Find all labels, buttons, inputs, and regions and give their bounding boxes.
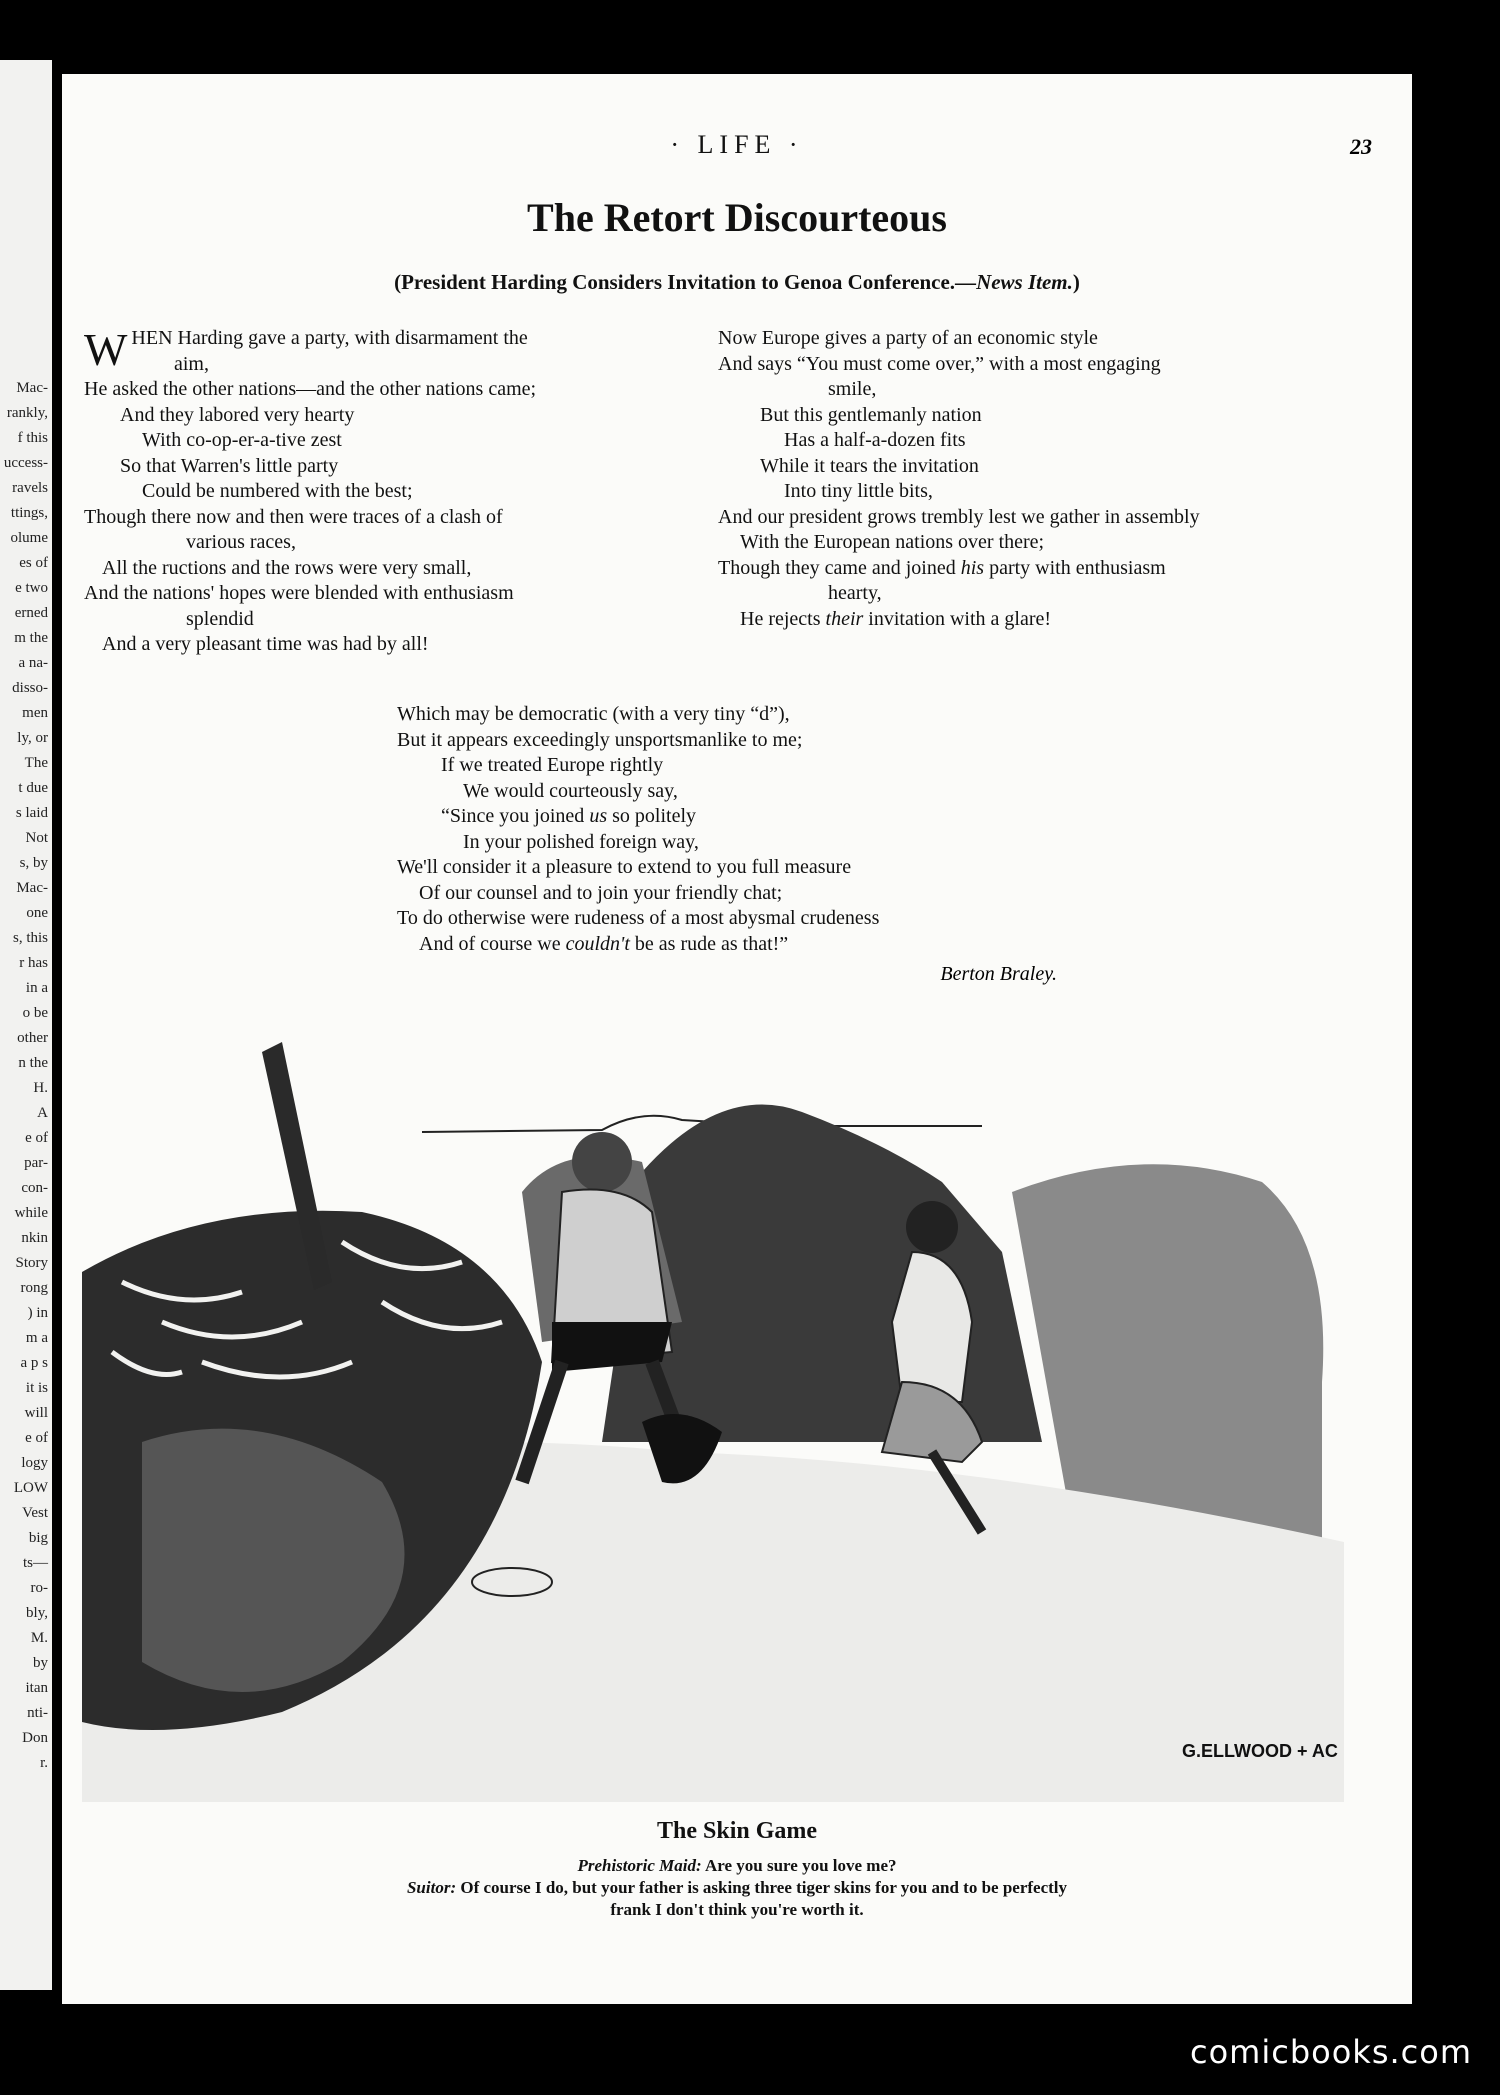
verse-line: We would courteously say, <box>463 779 678 802</box>
prev-page-fragment: erned <box>14 605 48 621</box>
verse-line: Of our counsel and to join your friendly chat; <box>419 881 783 904</box>
subtitle-close: ) <box>1072 270 1080 294</box>
prev-page-fragment: logy <box>21 1455 48 1471</box>
prev-page-fragment: ro- <box>30 1580 48 1596</box>
prev-page-fragment: r has <box>19 955 48 971</box>
emphasis: us <box>589 805 608 827</box>
verse-line: He asked the other nations—and the other nations came; <box>84 378 537 400</box>
prev-page-fragment: Don <box>22 1730 48 1746</box>
verse-line: Though there now and then were traces of a clash of <box>84 505 503 528</box>
prev-page-fragment: con- <box>21 1180 48 1196</box>
prev-page-fragment: e two <box>15 580 48 596</box>
verse-line: All the ructions and the rows were very small, <box>102 556 472 579</box>
verse-text: He rejects <box>740 607 826 630</box>
verse-line: If we treated Europe rightly <box>441 754 664 776</box>
caption-suitor-line <box>62 1878 1412 1898</box>
emphasis: his <box>960 556 985 579</box>
suitor-dialogue-1: Of course I do, but your father is asking three tiger skins for you and to be perfectly <box>460 1878 1068 1897</box>
prev-page-fragment: ts— <box>22 1555 48 1571</box>
poem-stanza-left <box>84 326 684 658</box>
magazine-page <box>62 74 1412 2004</box>
verse-line: And our president grows trembly lest we gather in assembly <box>718 505 1200 528</box>
speaker-maid: Prehistoric Maid: <box>577 1856 702 1875</box>
prev-page-fragment: f this <box>17 430 48 446</box>
verse-line: And the nations' hopes were blended with enthusiasm <box>84 582 514 604</box>
verse-line: hearty, <box>828 582 882 604</box>
prev-page-fragment: Mac- <box>16 380 48 396</box>
maid-dialogue: Are you sure you love me? <box>704 1856 897 1875</box>
article-title: The Retort Discourteous <box>527 195 947 240</box>
prev-page-fragment: t due <box>18 780 48 796</box>
prev-page-fragment: ) in <box>27 1305 48 1321</box>
prev-page-fragment: o be <box>22 1005 48 1021</box>
prev-page-fragment: A <box>37 1105 48 1121</box>
drop-cap: W <box>84 324 128 375</box>
prev-page-fragment: in a <box>25 980 48 996</box>
verse-line: smile, <box>828 378 877 400</box>
prev-page-fragment: es of <box>19 555 48 571</box>
verse-text: invitation with a glare! <box>863 607 1052 630</box>
verse-line: And they labored very hearty <box>120 403 355 426</box>
prev-page-fragment: LOW <box>13 1480 48 1496</box>
prev-page-fragment: Not <box>25 830 48 846</box>
verse-line: HEN Harding gave a party, with disarmament the <box>131 327 528 349</box>
verse-line: But it appears exceedingly unsportsmanlike to me; <box>397 728 803 751</box>
caption-suitor-line-2: frank I don't think you're worth it. <box>610 1900 864 1919</box>
verse-line: Which may be democratic (with a very tiny “d”), <box>397 703 790 725</box>
prev-page-fragment: while <box>14 1205 48 1221</box>
prev-page-fragment: m the <box>14 630 48 646</box>
prev-page-fragment: by <box>33 1655 48 1671</box>
prev-page-fragment: r. <box>40 1755 48 1771</box>
prev-page-fragment: ttings, <box>10 505 48 521</box>
prev-page-fragment: uccess- <box>3 455 48 471</box>
prev-page-fragment: one <box>26 905 48 921</box>
verse-text: be as rude as that!” <box>629 932 789 955</box>
verse-line <box>718 607 1388 633</box>
prev-page-fragment: disso- <box>12 680 48 696</box>
prev-page-fragment: it is <box>25 1380 48 1396</box>
prev-page-fragment: H. <box>33 1080 48 1096</box>
prev-page-fragment: will <box>24 1405 48 1421</box>
emphasis: their <box>825 607 864 630</box>
article-subtitle <box>62 270 1412 295</box>
prev-page-fragment: Story <box>15 1255 48 1271</box>
prev-page-fragment: e of <box>25 1130 48 1146</box>
prev-page-fragment: s, this <box>12 930 48 946</box>
verse-line: With co-op-er-a-tive zest <box>142 429 342 451</box>
verse-line: We'll consider it a pleasure to extend to you full measure <box>397 856 852 878</box>
author-signature: Berton Braley. <box>940 963 1057 985</box>
verse-line: To do otherwise were rudeness of a most abysmal crudeness <box>397 907 880 929</box>
prev-page-fragment: other <box>17 1030 48 1046</box>
site-watermark: comicbooks.com <box>1189 2033 1472 2071</box>
emphasis: couldn't <box>565 932 630 955</box>
verse-line: While it tears the invitation <box>760 454 979 477</box>
prev-page-fragment: Vest <box>22 1505 48 1521</box>
prev-page-fragment: nkin <box>21 1230 48 1246</box>
cartoon-signature: G.ELLWOOD + AC <box>1182 1741 1338 1761</box>
prev-page-fragment: rong <box>20 1280 48 1296</box>
prev-page-fragment: a p s <box>20 1355 48 1371</box>
verse-line: splendid <box>186 607 254 630</box>
verse-line <box>397 804 1117 830</box>
verse-line: aim, <box>174 352 209 375</box>
prev-page-fragment: The <box>24 755 48 771</box>
prev-page-fragment: rankly, <box>6 405 48 421</box>
poem-stanza-closing <box>397 702 1117 957</box>
running-head: · LIFE · <box>670 130 804 159</box>
prev-page-fragment: nti- <box>27 1705 48 1721</box>
prev-page-fragment: itan <box>25 1680 48 1696</box>
poem-stanza-right <box>718 326 1388 632</box>
verse-text: “Since you joined <box>441 805 590 827</box>
verse-line <box>718 556 1388 582</box>
verse-text: Though they came and joined <box>718 556 961 579</box>
verse-line: Now Europe gives a party of an economic style <box>718 327 1098 349</box>
prev-page-fragment: par- <box>24 1155 48 1171</box>
verse-text: so politely <box>607 805 696 827</box>
prev-page-fragment: s laid <box>15 805 48 821</box>
prev-page-fragment: a na- <box>18 655 48 671</box>
cartoon-illustration <box>82 1022 1344 1802</box>
verse-line: Could be numbered with the best; <box>142 480 413 502</box>
prev-page-fragment: big <box>28 1530 48 1546</box>
verse-line: various races, <box>186 531 296 553</box>
caption-maid-line <box>62 1856 1412 1876</box>
verse-line: Has a half-a-dozen fits <box>784 429 966 451</box>
verse-line <box>397 932 1117 958</box>
verse-line: And says “You must come over,” with a most engaging <box>718 352 1161 375</box>
verse-line: Into tiny little bits, <box>784 480 933 502</box>
verse-line: And a very pleasant time was had by all! <box>102 633 429 655</box>
prev-page-fragment: m a <box>25 1330 48 1346</box>
previous-page-strip <box>0 60 52 1990</box>
verse-text: And of course we <box>419 932 566 955</box>
subtitle-source: News Item. <box>976 270 1073 294</box>
page-number: 23 <box>1350 134 1372 159</box>
verse-line: So that Warren's little party <box>120 454 339 477</box>
verse-text: party with enthusiasm <box>984 556 1166 579</box>
verse-line: But this gentlemanly nation <box>760 403 982 426</box>
prev-page-fragment: n the <box>18 1055 48 1071</box>
prev-page-fragment: s, by <box>19 855 48 871</box>
prev-page-fragment: ravels <box>12 480 48 496</box>
verse-line: In your polished foreign way, <box>463 830 699 853</box>
prev-page-fragment: ly, or <box>17 730 48 746</box>
prev-page-fragment: bly, <box>26 1605 48 1621</box>
prev-page-fragment: e of <box>25 1430 48 1446</box>
prev-page-fragment: M. <box>30 1630 48 1646</box>
prev-page-fragment: olume <box>10 530 48 546</box>
prev-page-fragment: Mac- <box>16 880 48 896</box>
verse-line: With the European nations over there; <box>740 531 1045 553</box>
prev-page-fragment: men <box>22 705 48 721</box>
subtitle-main: (President Harding Considers Invitation to Genoa Conference.— <box>394 270 977 294</box>
speaker-suitor: Suitor: <box>406 1878 457 1897</box>
caption-title: The Skin Game <box>656 1818 818 1844</box>
